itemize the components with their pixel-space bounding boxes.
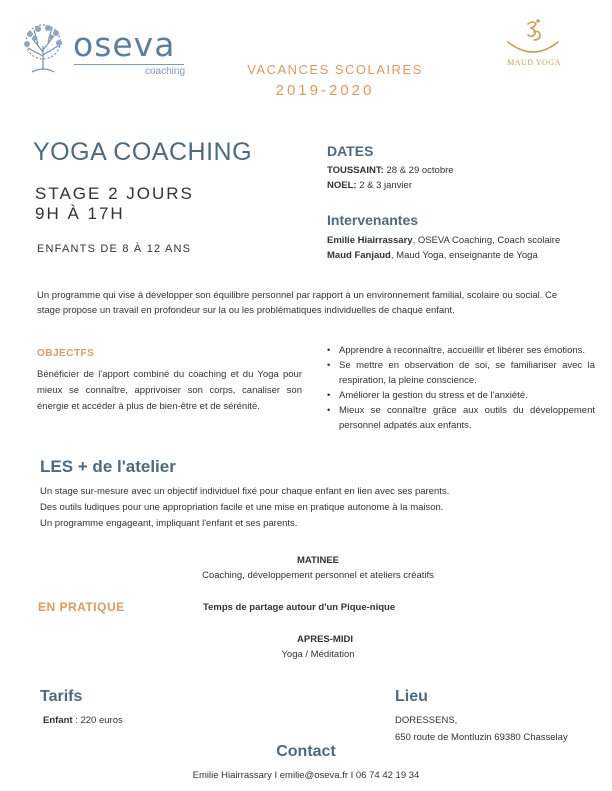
date-item-toussaint: TOUSSAINT: 28 & 29 octobre	[327, 165, 454, 176]
les-plus-heading: LES + de l'atelier	[40, 457, 176, 476]
les-plus-line: Des outils ludiques pour une appropriation facile et une mise en pratique autonome à la maison.	[40, 502, 444, 513]
maud-yoga-text: MAUD YOGA	[507, 58, 561, 67]
oseva-logo-name: oseva	[73, 25, 176, 64]
lieu-line2: 650 route de Montluzin 69380 Chasselay	[395, 732, 568, 743]
oseva-logo	[18, 22, 188, 78]
objectifs-bullets	[327, 343, 595, 433]
intervenante-emilie: Emilie Hiairrassary, OSEVA Coaching, Coach scolaire	[327, 235, 561, 246]
tarif-enfant: Enfant : 220 euros	[43, 715, 123, 726]
contact-heading: Contact	[276, 743, 336, 760]
matinee-label: MATINEE	[296, 555, 340, 566]
age-range: ENFANTS DE 8 À 12 ANS	[37, 243, 192, 255]
intervenantes-heading: Intervenantes	[327, 212, 419, 228]
dates-heading: DATES	[327, 143, 374, 159]
objectifs-heading: OBJECTFS	[37, 348, 95, 359]
tarifs-heading: Tarifs	[40, 688, 83, 705]
lieu-address	[395, 713, 610, 745]
page-title: YOGA COACHING	[33, 138, 253, 166]
intervenante-maud: Maud Fanjaud, Maud Yoga, enseignante de Yoga	[327, 250, 538, 261]
year-label: 2019-2020	[275, 82, 375, 99]
oseva-logo-sub: coaching	[145, 66, 186, 77]
maud-yoga-logo	[498, 18, 568, 74]
list-item: • Apprendre à reconnaître, accueillir et libérer ses émotions.	[327, 343, 595, 358]
lieu-heading: Lieu	[395, 688, 428, 705]
list-item: • Se mettre en observation de soi, se familiariser avec la respiration, la pleine conscience.	[327, 358, 595, 388]
les-plus-lines	[40, 484, 600, 532]
intervenantes-list	[327, 233, 607, 263]
lieu-line1: DORESSENS,	[395, 715, 458, 726]
les-plus-line: Un stage sur-mesure avec un objectif individuel fixé pour chaque enfant en lien avec ses parents.	[40, 486, 450, 497]
date-item-noel: NOEL: 2 & 3 janvier	[327, 180, 413, 191]
objectifs-text: Bénéficier de l'apport combiné du coaching et du Yoga pour mieux se connaître, apprivoiser son corps, canaliser son énergie et accéder à plus de bien-être et de sérénité.	[37, 369, 302, 412]
list-item: • Mieux se connaître grâce aux outils du développement personnel adpatés aux enfants.	[327, 403, 595, 433]
vacances-label: VACANCES SCOLAIRES	[247, 62, 423, 77]
list-item: • Améliorer la gestion du stress et de l'anxiété.	[327, 388, 595, 403]
en-pratique-heading: EN PRATIQUE	[38, 600, 125, 614]
dates-list	[327, 163, 597, 193]
stage-hours: 9H À 17H	[35, 204, 125, 223]
contact-line: Emilie Hiairrassary I emilie@oseva.fr I 06 74 42 19 34	[192, 770, 420, 781]
logo-underline	[74, 64, 184, 65]
matinee-text: Coaching, développement personnel et ateliers créatifs	[202, 570, 434, 581]
program-description: Un programme qui vise à développer son équilibre personnel par rapport à un environnement familial, scolaire ou social. Ce stage propose un travail en profondeur sur la ou les problématiques individuelles de chaque enfant.	[37, 290, 558, 316]
apres-midi-text: Yoga / Méditation	[281, 649, 355, 660]
om-icon	[498, 18, 568, 58]
les-plus-line: Un programme engageant, impliquant l'enfant et ses parents.	[40, 518, 298, 529]
stage-duration: STAGE 2 JOURS	[35, 184, 194, 203]
apres-midi-label: APRES-MIDI	[297, 634, 353, 645]
tree-icon	[18, 22, 68, 74]
midi-text: Temps de partage autour d'un Pique-nique	[203, 602, 396, 613]
